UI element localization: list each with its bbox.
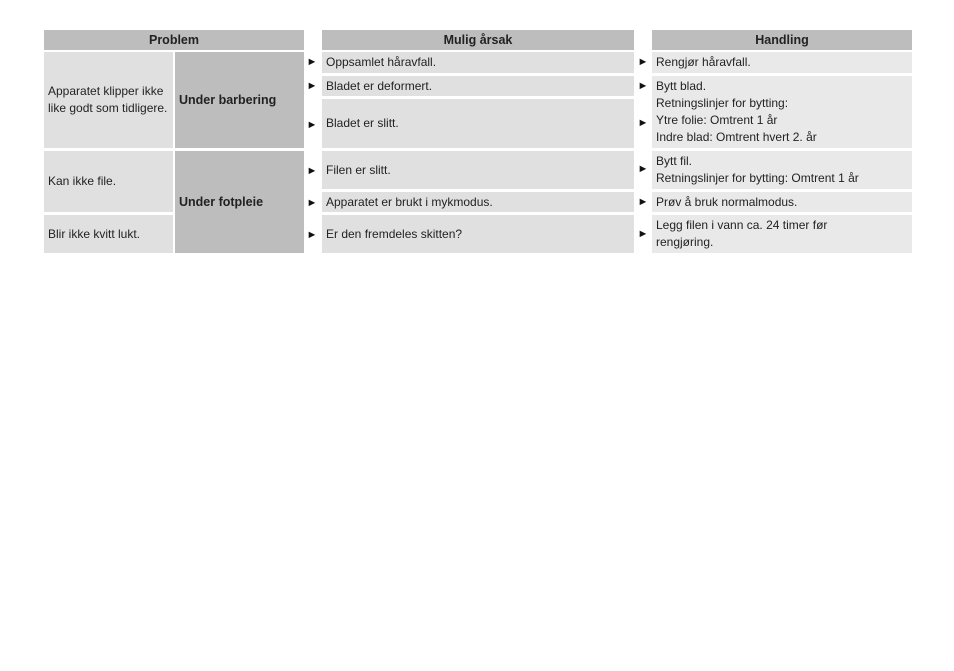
cause-cell (322, 99, 634, 148)
action-text: Prøv å bruk normalmodus. (656, 194, 798, 209)
action-cell (652, 215, 912, 253)
action-text: Bytt blad. Retningslinjer for bytting: Ytre folie: Omtrent 1 år Indre blad: Omtrent hvert 2. år (656, 79, 817, 144)
action-text: Bytt fil. Retningslinjer for bytting: Omtrent 1 år (656, 154, 859, 185)
cause-text: Bladet er deformert. (326, 78, 433, 93)
cause-cell (322, 192, 634, 212)
arrow-icon: ► (637, 56, 649, 68)
mode-cell (175, 151, 304, 253)
cause-text: Apparatet er brukt i mykmodus. (326, 194, 493, 209)
cause-cell (322, 215, 634, 253)
action-cell (652, 52, 912, 73)
header-problem: Problem (44, 30, 304, 50)
arrow-icon: ► (637, 80, 649, 92)
action-text: Rengjør håravfall. (656, 55, 751, 69)
arrow-icon: ► (637, 163, 649, 175)
arrow-icon: ► (306, 197, 318, 209)
arrow-icon: ► (306, 119, 318, 131)
cause-text: Bladet er slitt. (326, 116, 399, 130)
problem-cell (44, 215, 173, 253)
mode-cell (175, 52, 304, 148)
cause-text: Er den fremdeles skitten? (326, 226, 463, 241)
header-cause: Mulig årsak (322, 30, 634, 50)
cause-cell (322, 76, 634, 96)
cause-text: Oppsamlet håravfall. (326, 55, 437, 69)
problem-cell (44, 52, 173, 148)
problem-text: Kan ikke file. (48, 174, 117, 188)
action-text: Legg filen i vann ca. 24 timer før rengjøring. (656, 218, 828, 249)
problem-cell (44, 151, 173, 212)
arrow-icon: ► (637, 117, 649, 129)
action-cell (652, 76, 912, 148)
arrow-icon: ► (306, 56, 318, 68)
mode-text: Under fotpleie (179, 194, 264, 209)
mode-text: Under barbering (179, 92, 277, 107)
action-cell (652, 192, 912, 212)
action-cell (652, 151, 912, 189)
arrow-icon: ► (637, 196, 649, 208)
arrow-icon: ► (637, 228, 649, 240)
problem-text: Apparatet klipper ikke like godt som tidligere. (48, 84, 168, 115)
cause-cell (322, 151, 634, 189)
cause-text: Filen er slitt. (326, 162, 391, 177)
cause-cell (322, 52, 634, 73)
arrow-icon: ► (306, 229, 318, 241)
arrow-icon: ► (306, 80, 318, 92)
header-action: Handling (652, 30, 912, 50)
arrow-icon: ► (306, 165, 318, 177)
problem-text: Blir ikke kvitt lukt. (48, 226, 141, 241)
